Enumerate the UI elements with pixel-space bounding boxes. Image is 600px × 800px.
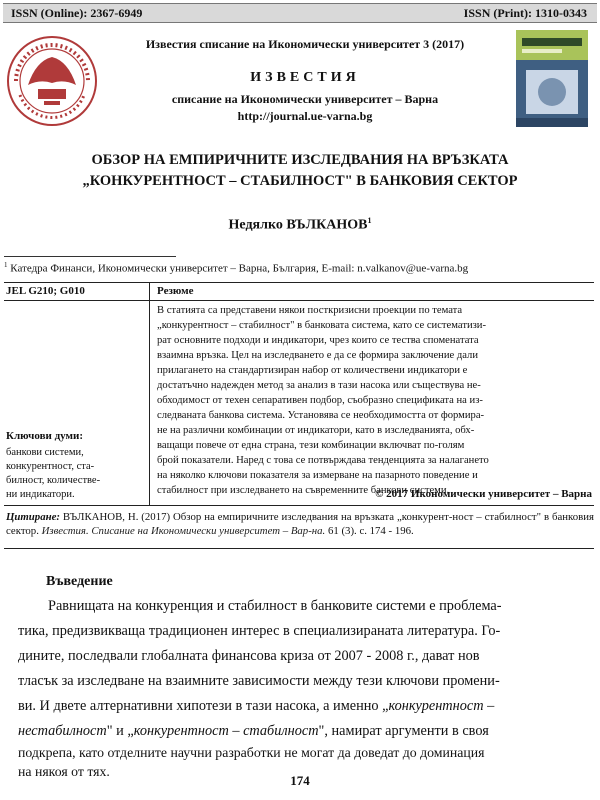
footnote-rule [4, 256, 176, 257]
body-italic: нестабилност [18, 723, 107, 739]
abstract-column-rule [149, 282, 150, 505]
body-paragraph-line: подкрепа, като отделните научни разработки не могат да доведат до доминация [18, 745, 485, 760]
body-italic: конкурентност – [388, 698, 495, 714]
keywords-heading: Ключови думи: [6, 430, 84, 442]
footnote-text: Катедра Финанси, Икономически университет – Варна, България, E-mail: n.valkanov@ue-varna.bg [10, 262, 469, 275]
body-paragraph-line: тласък за изследване на взаимните зависимости между тези ключови промени- [18, 673, 500, 689]
citation-journal: Известия. Списание на Икономически университет – Вар-на. [41, 525, 326, 537]
abstract-bottom-rule [4, 505, 594, 506]
abstract-line: рат основните подходи и индикатори, чрез които се тества споменатата [157, 335, 479, 346]
citation-tail: 61 (3). с. 174 - 196. [325, 525, 414, 537]
citation-bottom-rule [4, 548, 594, 549]
body-paragraph-line-mixed [18, 698, 592, 715]
body-paragraph-line: Равнищата на конкуренция и стабилност в банковите системи е проблема- [48, 598, 502, 614]
journal-issue-line: Известия списание на Икономически университет 3 (2017) [145, 37, 465, 51]
abstract-line: прилагането на стандартизиран набор от количествени индикатори е [157, 365, 468, 376]
article-title-line-2: „КОНКУРЕНТНОСТ – СТАБИЛНОСТ" В БАНКОВИЯ СЕКТОР [82, 173, 518, 189]
abstract-line: обходимост от техен сепаративен подбор, съобразно спецификата на из- [157, 395, 483, 406]
issn-print: ISSN (Print): 1310-0343 [463, 6, 587, 20]
journal-name: ИЗВЕСТИЯ [250, 70, 360, 85]
jel-codes: JEL G210; G010 [6, 285, 85, 297]
author-affiliation-footnote [4, 261, 594, 275]
body-text: ", намират аргументи в своя [318, 723, 489, 739]
abstract-line: следваната банкова система. Установява се необходимостта от формира- [157, 410, 485, 421]
abstract-line: брой показатели. Наред с това се потвърждава тенденцията за налагането [157, 455, 489, 466]
citation-text: ВЪЛКАНОВ, Н. (2017) Обзор на емпиричните изследвания на връзката „конкурент-ност – стабилност" в банковия сектор. [6, 511, 594, 537]
body-paragraph-line: дините, последвали глобалната финансова криза от 2007 - 2008 г., дават нов [18, 648, 480, 664]
body-paragraph-line: тика, предизвикваща традиционен интерес в специализираната литература. Го- [18, 623, 501, 639]
abstract-top-rule [4, 282, 594, 283]
abstract-line: не на различни комбинации от индикатори, като в изследванията, обх- [157, 425, 475, 436]
body-text: " и „ [106, 723, 134, 739]
abstract-line: достатъчно надежден метод за анализ в тази насока или съществува не- [157, 380, 481, 391]
abstract-line: на няколко ключови показателя за измерване на пазарното поведение и [157, 470, 478, 481]
citation-block [6, 510, 594, 538]
article-title-line-1: ОБЗОР НА ЕМПИРИЧНИТЕ ИЗСЛЕДВАНИЯ НА ВРЪЗКАТА [91, 152, 509, 168]
citation-label: Цитиране: [6, 511, 60, 523]
body-paragraph-line-mixed [18, 723, 592, 740]
abstract-line: взаимна връзка. Цел на изследването е да се формира заключение дали [157, 350, 478, 361]
university-seal-logo [6, 35, 98, 127]
journal-url[interactable]: http://journal.ue-varna.bg [237, 109, 373, 123]
issn-online: ISSN (Online): 2367-6949 [11, 6, 143, 20]
journal-cover-image [516, 30, 588, 127]
abstract-line: „конкурентност – стабилност" в банковата система, като се систематизи- [157, 320, 486, 331]
issn-header-bar [3, 3, 597, 23]
keyword-line: конкурентност, ста- [6, 461, 95, 472]
footnote-mark: 1 [4, 261, 8, 269]
keyword-line: банкови системи, [6, 447, 84, 458]
keyword-line: ни индикатори. [6, 489, 75, 500]
abstract-header-rule [4, 300, 594, 301]
abstract-line: ващащи повече от една страна, тези комбинации включват по-голям [157, 440, 465, 451]
author-footnote-mark: 1 [367, 216, 372, 225]
abstract-line: стабилност при изследването на съвременните банкови системи. [157, 485, 450, 496]
copyright-notice: © 2017 Икономически университет – Варна [375, 488, 592, 500]
body-text: ви. И двете алтернативни хипотези в тази насока, а именно „ [18, 698, 389, 714]
resume-heading: Резюме [157, 285, 194, 297]
journal-subtitle: списание на Икономически университет – Варна [171, 92, 439, 106]
author-name-text: Недялко ВЪЛКАНОВ [228, 217, 368, 233]
author-name [150, 216, 450, 234]
body-paragraph-line: на някоя от тях. [18, 764, 110, 779]
abstract-line: В статията са представени някои посткризисни проекции по темата [157, 305, 463, 316]
section-heading-introduction: Въведение [46, 574, 113, 589]
body-italic: конкурентност – стабилност [133, 723, 319, 739]
keyword-line: билност, количестве- [6, 475, 101, 486]
page-number: 174 [290, 773, 310, 788]
